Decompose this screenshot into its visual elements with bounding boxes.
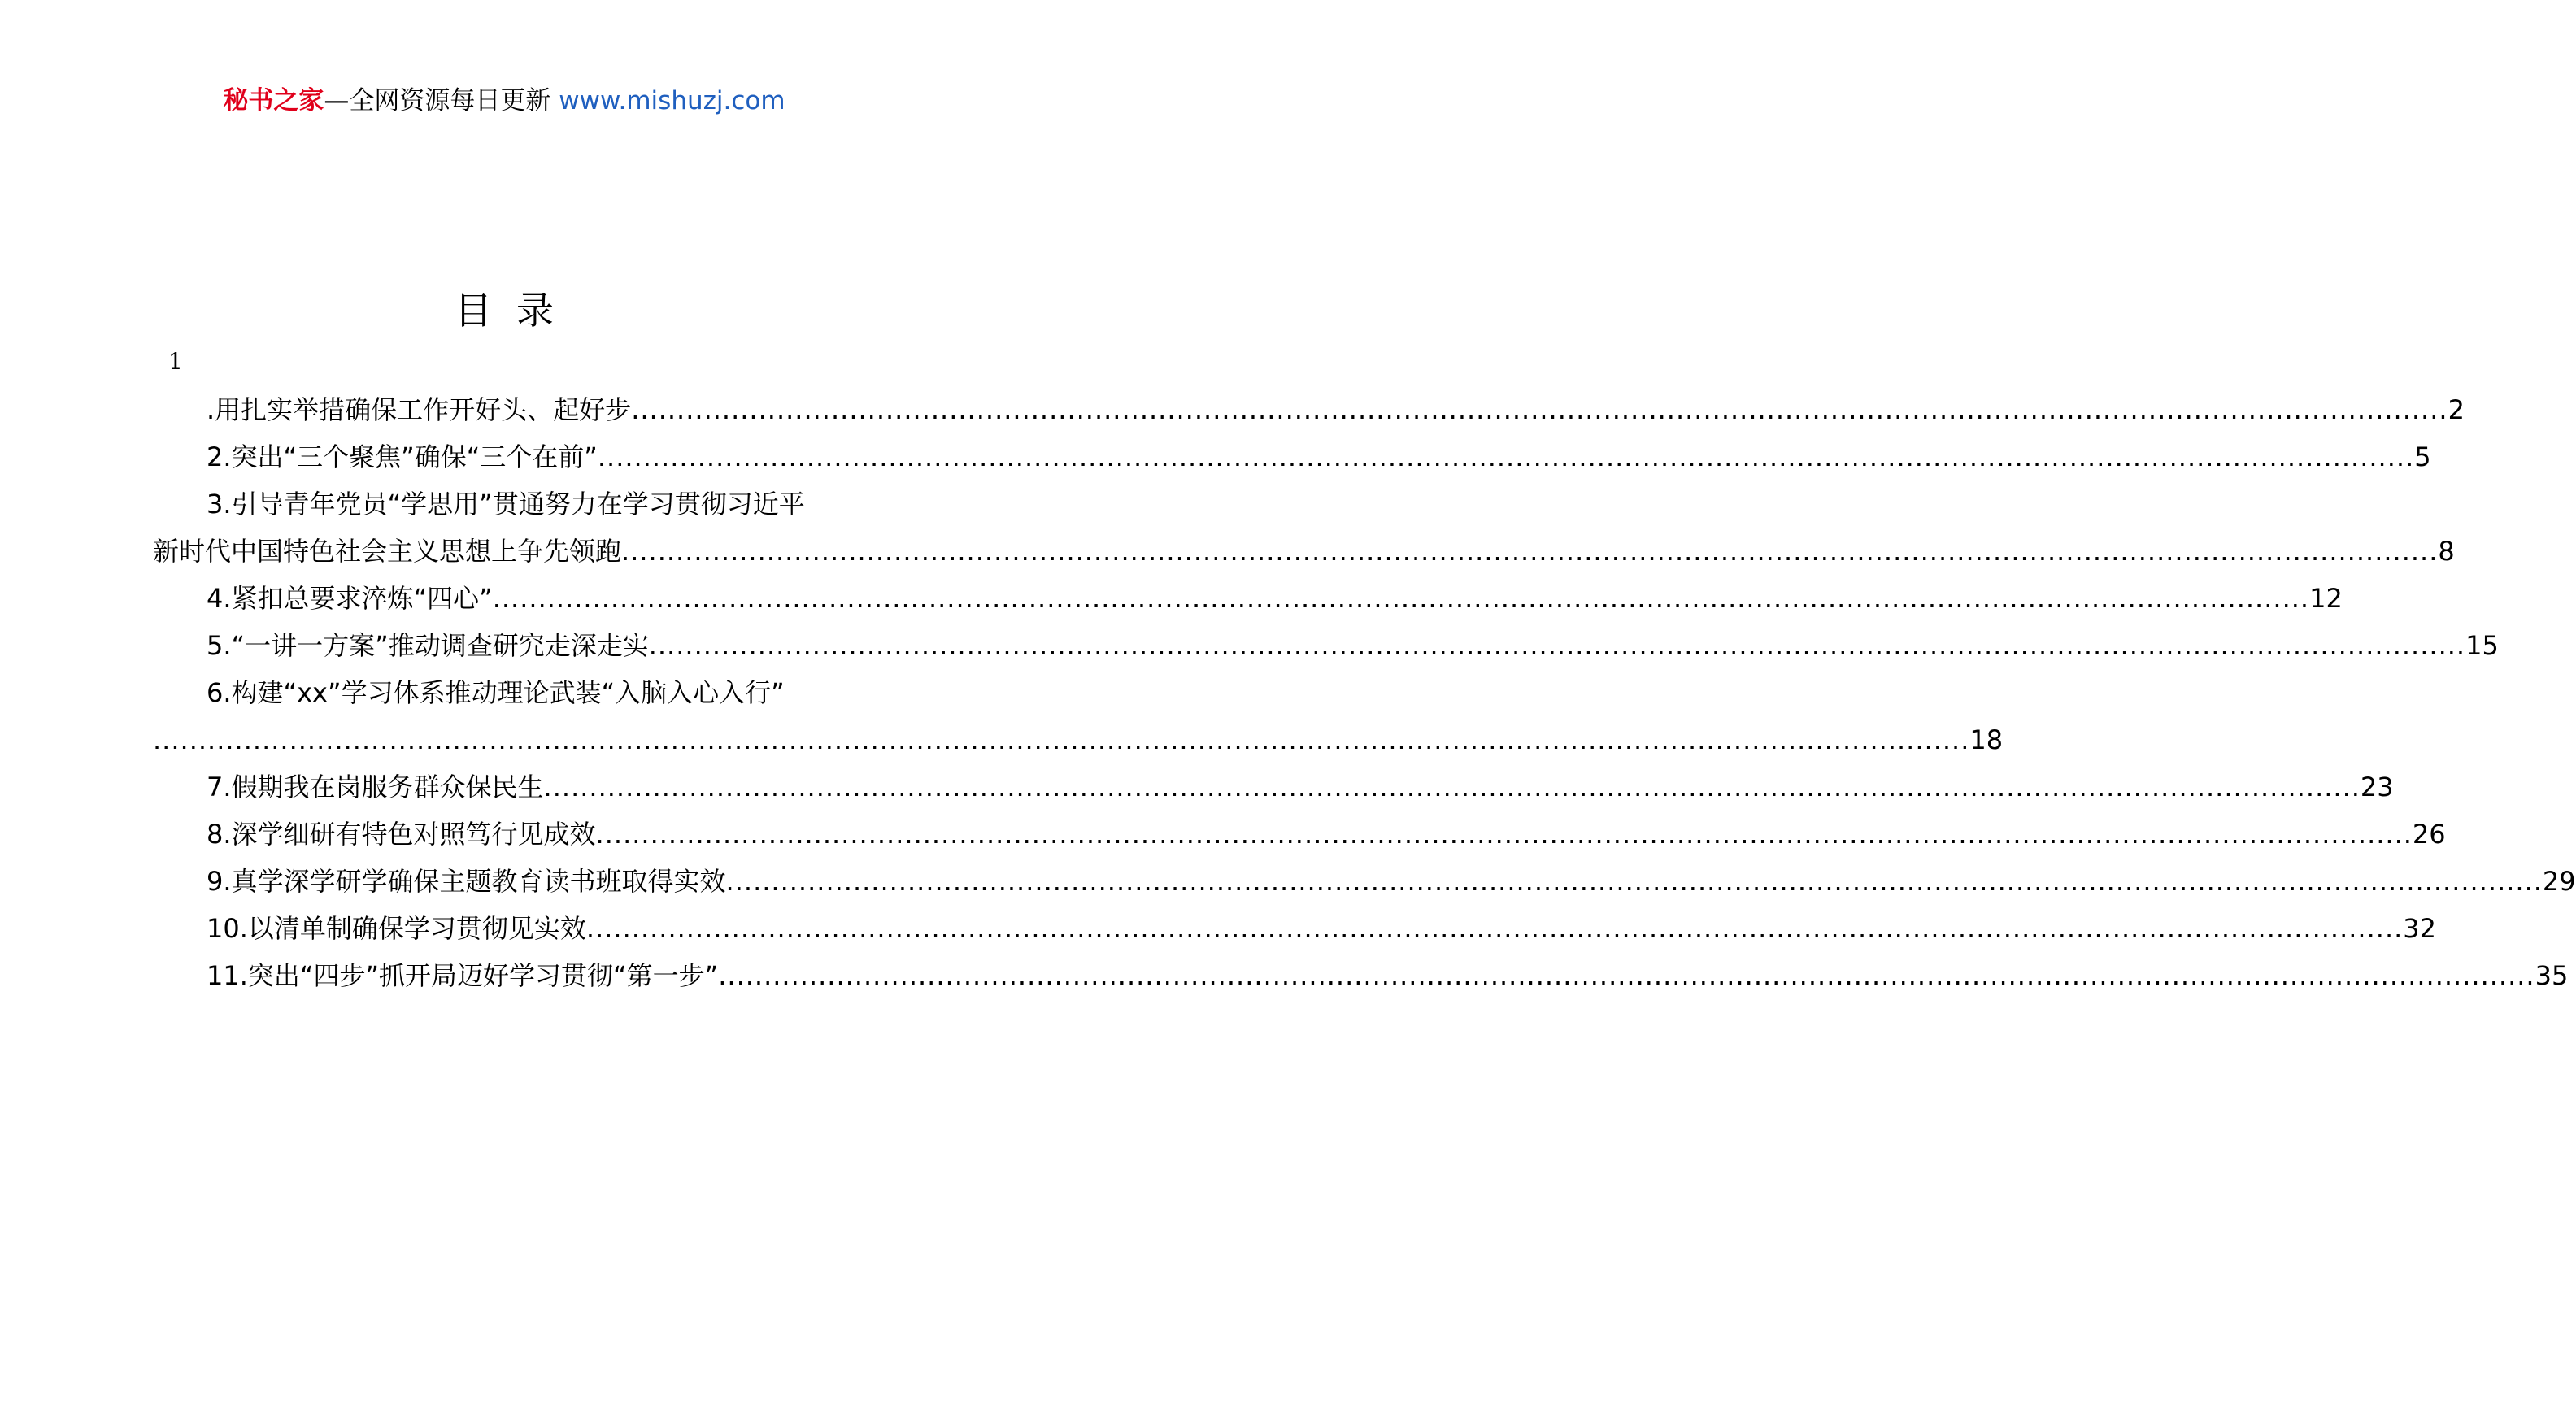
toc-entry-title: .用扎实举措确保工作开好头、起好步 xyxy=(207,394,632,425)
toc-page-number: 35 xyxy=(2535,960,2569,991)
toc-leader: ........................................................................................................................................................................................................ xyxy=(543,772,2361,802)
toc-page-number: 23 xyxy=(2360,772,2394,802)
toc-leader: ........................................................................................................................................................................................................ xyxy=(621,536,2439,567)
site-header xyxy=(0,81,1008,120)
brand-name: 秘书之家 xyxy=(223,86,324,115)
toc-entry-title: 9.真学深学研学确保主题教育读书班取得实效 xyxy=(207,866,726,897)
toc-leader: ........................................................................................................................................................................................................ xyxy=(595,819,2413,850)
toc-page-number: 26 xyxy=(2412,819,2446,850)
toc-leader: ........................................................................................................................................................................................................ xyxy=(585,913,2404,944)
toc-leader: ........................................................................................................................................................................................................ xyxy=(648,630,2466,661)
toc-entry-title: 11.突出“四步”抓开局迈好学习贯彻“第一步” xyxy=(207,960,719,991)
toc-entry-title: 4.紧扣总要求淬炼“四心” xyxy=(207,583,493,614)
toc-page-number: 12 xyxy=(2309,583,2343,614)
toc-leader: ........................................................................................................................................................................................................ xyxy=(597,441,2415,472)
toc-entry-title: 5.“一讲一方案”推动调查研究走深走实 xyxy=(207,630,649,661)
toc-entry-title: 3.引导青年党员“学思用”贯通努力在学习贯彻习近平 xyxy=(207,489,805,520)
toc-entry-title: 6.构建“xx”学习体系推动理论武装“入脑入心入行” xyxy=(207,677,785,708)
toc-page-number: 2 xyxy=(2448,394,2465,425)
toc-page-number: 8 xyxy=(2438,536,2455,567)
toc-leader: ........................................................................................................................................................................................................ xyxy=(153,724,1970,755)
page-title: 目录 xyxy=(455,289,578,333)
toc-page-number: 29 xyxy=(2542,866,2576,897)
toc-entry-title: 7.假期我在岗服务群众保民生 xyxy=(207,772,544,802)
toc-entry-title: 8.深学细研有特色对照笃行见成效 xyxy=(207,819,596,850)
toc-leader: ........................................................................................................................................................................................................ xyxy=(631,394,2448,425)
toc-page-number: 5 xyxy=(2414,441,2431,472)
page-marker: 1 xyxy=(168,348,183,375)
toc-leader: ........................................................................................................................................................................................................ xyxy=(718,960,2535,991)
site-url[interactable]: www.mishuzj.com xyxy=(559,86,785,115)
toc-entry-title: 2.突出“三个聚焦”确保“三个在前” xyxy=(207,441,598,472)
toc-leader: ........................................................................................................................................................................................................ xyxy=(492,583,2310,614)
toc-page-number: 18 xyxy=(1969,724,2004,755)
toc-leader: ........................................................................................................................................................................................................ xyxy=(725,866,2543,897)
toc-entry-title: 10.以清单制确保学习贯彻见实效 xyxy=(207,913,586,944)
toc-entry-title-continued: 新时代中国特色社会主义思想上争先领跑 xyxy=(153,536,622,567)
toc-page-number: 15 xyxy=(2465,630,2499,661)
toc-page-number: 32 xyxy=(2403,913,2436,944)
header-tagline: —全网资源每日更新 xyxy=(324,86,551,115)
